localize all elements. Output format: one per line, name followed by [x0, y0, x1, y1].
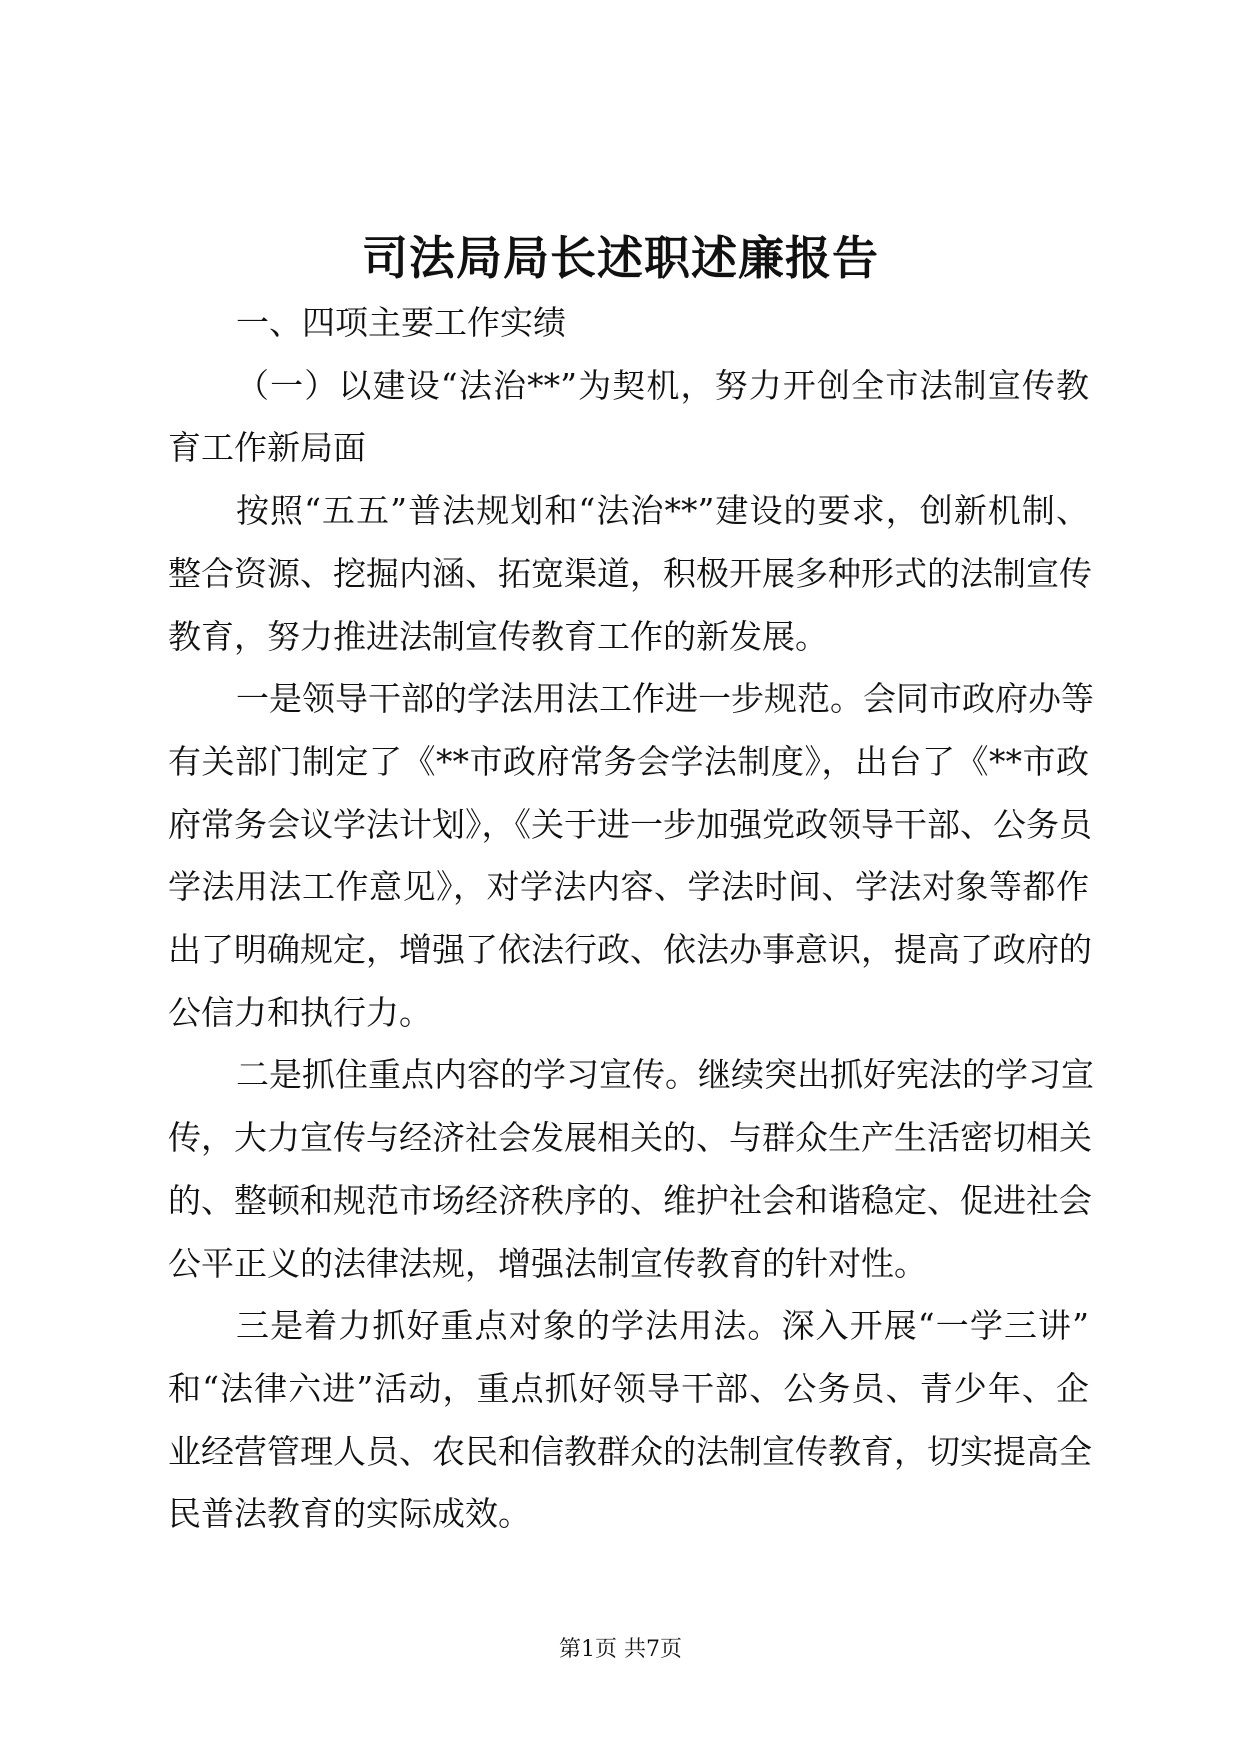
text-line: 教育，努力推进法制宣传教育工作的新发展。 — [168, 616, 828, 656]
text-line: 育工作新局面 — [168, 428, 366, 468]
text-line: 一是领导干部的学法用法工作进一步规范。会同市政府办等 — [236, 679, 1094, 719]
text-line: 学法用法工作意见》，对学法内容、学法时间、学法对象等都作 — [168, 867, 1089, 907]
text-line: 有关部门制定了《**市政府常务会学法制度》，出台了《**市政 — [168, 741, 1089, 781]
text-line: 公信力和执行力。 — [168, 992, 432, 1032]
text-line: 出了明确规定，增强了依法行政、依法办事意识，提高了政府的 — [168, 930, 1092, 969]
text-line: 二是抓住重点内容的学习宣传。继续突出抓好宪法的学习宣 — [236, 1055, 1094, 1095]
text-line: 传，大力宣传与经济社会发展相关的、与群众生产生活密切相关 — [168, 1118, 1092, 1158]
text-line: 业经营管理人员、农民和信教群众的法制宣传教育，切实提高全 — [168, 1431, 1092, 1471]
text-line: 三是着力抓好重点对象的学法用法。深入开展“一学三讲” — [236, 1306, 1089, 1346]
text-line: （一）以建设“法治**”为契机，努力开创全市法制宣传教 — [236, 365, 1089, 405]
text-line: 一、四项主要工作实绩 — [236, 303, 566, 342]
text-line: 府常务会议学法计划》，《关于进一步加强党政领导干部、公务员 — [168, 804, 1092, 844]
text-line: 整合资源、挖掘内涵、拓宽渠道，积极开展多种形式的法制宣传 — [168, 553, 1092, 593]
text-line: 的、整顿和规范市场经济秩序的、维护社会和谐稳定、促进社会 — [168, 1180, 1092, 1220]
text-line: 民普法教育的实际成效。 — [168, 1494, 531, 1534]
page-number: 第1页 共7页 — [559, 1637, 682, 1662]
document-title: 司法局局长述职述廉报告 — [362, 231, 879, 285]
text-line: 按照“五五”普法规划和“法治**”建设的要求，创新机制、 — [236, 491, 1089, 531]
text-line: 公平正义的法律法规，增强法制宣传教育的针对性。 — [168, 1243, 927, 1283]
text-line: 和“法律六进”活动，重点抓好领导干部、公务员、青少年、企 — [168, 1368, 1089, 1408]
